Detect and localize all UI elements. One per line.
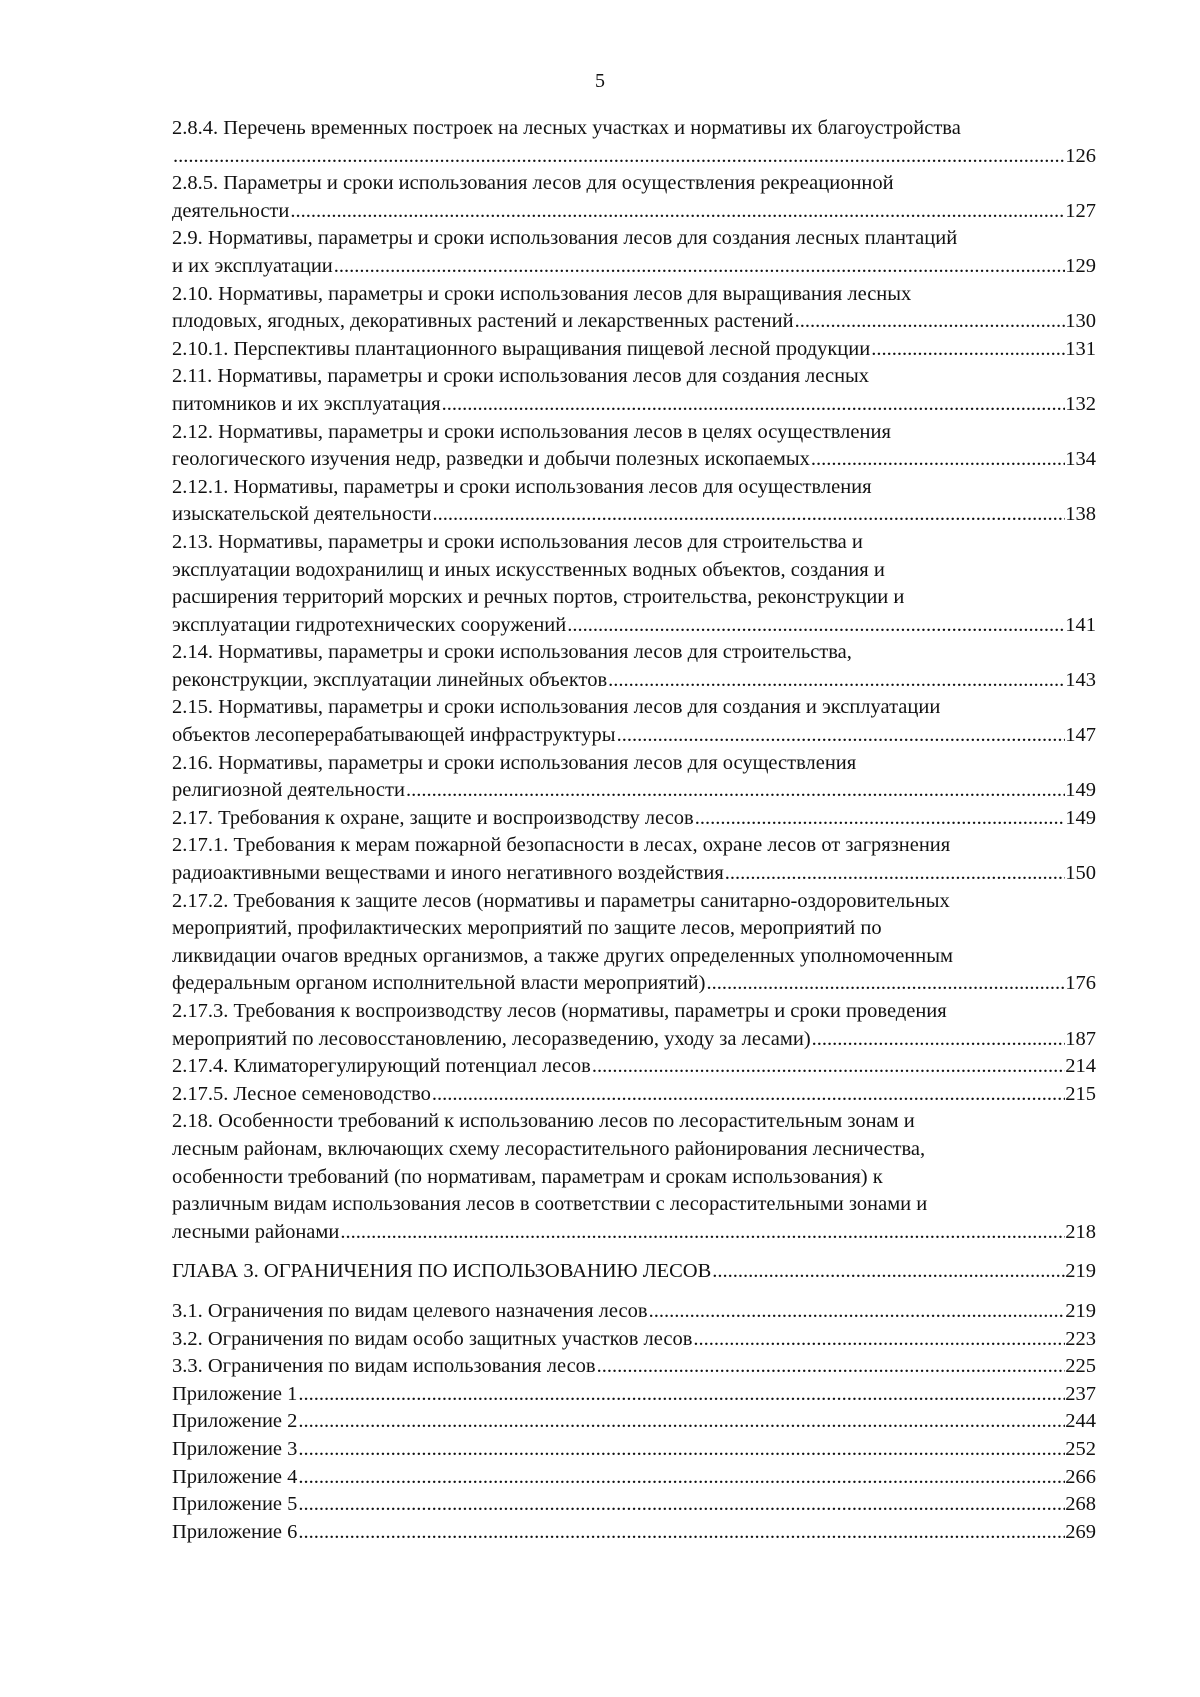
toc-entry-last-line: [172, 1258, 1096, 1286]
toc-entry-line: Приложение 2: [172, 1410, 298, 1433]
toc-page-number: 134: [1065, 448, 1096, 471]
dot-leader: [596, 1353, 1066, 1381]
toc-entry-line: 3.1. Ограничения по видам целевого назначения лесов: [172, 1299, 648, 1322]
toc-page-number: 131: [1065, 337, 1096, 360]
toc-page-number: 237: [1065, 1382, 1096, 1405]
toc-entry-line: реконструкции, эксплуатации линейных объектов: [172, 668, 608, 691]
toc-page-number: 143: [1065, 668, 1096, 691]
toc-entry-last-line: [172, 336, 1096, 364]
toc-entry-line: 2.10. Нормативы, параметры и сроки использования лесов для выращивания лесных: [172, 282, 912, 305]
toc-entry: [172, 363, 1096, 418]
toc-entry: [172, 805, 1096, 833]
toc-entry-line: 2.10.1. Перспективы плантационного выращивания пищевой лесной продукции: [172, 337, 871, 360]
toc-entry-line: 2.17.3. Требования к воспроизводству лесов (нормативы, параметры и сроки проведения: [172, 1000, 947, 1022]
toc-page-number: 147: [1065, 724, 1096, 747]
dot-leader: [297, 1381, 1065, 1409]
toc-entry: [172, 832, 1096, 887]
dot-leader: [297, 1408, 1065, 1436]
toc-entry: [172, 170, 1096, 225]
toc-entry-last-line: [172, 1408, 1096, 1436]
toc-entry-line: Приложение 3: [172, 1437, 298, 1460]
toc-entry-line: 2.9. Нормативы, параметры и сроки использования лесов для создания лесных плантаций: [172, 227, 958, 250]
dot-leader: [333, 253, 1065, 281]
toc-entry-last-line: [172, 198, 1096, 226]
dot-leader: [692, 1326, 1065, 1354]
toc-entry-last-line: [172, 1326, 1096, 1354]
toc-entry: [172, 1408, 1096, 1436]
toc-entry-last-line: [172, 1081, 1096, 1109]
toc-entry-line: 2.15. Нормативы, параметры и сроки использования лесов для создания и эксплуатации: [172, 696, 941, 719]
toc-page-number: 150: [1065, 862, 1096, 885]
dot-leader: [711, 1258, 1065, 1286]
toc-entry-line: и их эксплуатации: [172, 254, 333, 277]
toc-entry-last-line: [172, 1491, 1096, 1519]
toc-chapter-heading: [172, 1258, 1096, 1286]
toc-entry: [172, 694, 1096, 749]
toc-page-number: 244: [1065, 1410, 1096, 1433]
toc-page-number: 138: [1065, 503, 1096, 526]
toc-page-number: 219: [1065, 1299, 1096, 1322]
toc-entry-line: эксплуатации водохранилищ и иных искусственных водных объектов, создания и: [172, 558, 885, 581]
toc-entry-line: мероприятий, профилактических мероприятий по защите лесов, мероприятий по: [172, 917, 882, 940]
toc-entry: [172, 225, 1096, 280]
dot-leader: [648, 1298, 1066, 1326]
toc-page-number: 215: [1065, 1082, 1096, 1105]
toc-page-number: 252: [1065, 1437, 1096, 1460]
toc-entry-line: мероприятий по лесовосстановлению, лесоразведению, уходу за лесами): [172, 1027, 811, 1050]
dot-leader: [616, 722, 1066, 750]
toc-entry-line: 2.17.1. Требования к мерам пожарной безопасности в лесах, охране лесов от загрязнения: [172, 834, 951, 857]
dot-leader: [811, 1026, 1066, 1054]
toc-entry-line: плодовых, ягодных, декоративных растений и лекарственных растений: [172, 310, 794, 333]
toc-entry-line: 2.18. Особенности требований к использованию лесов по лесорастительным зонам и: [172, 1110, 915, 1133]
toc-entry-line: 3.3. Ограничения по видам использования лесов: [172, 1355, 596, 1378]
toc-entry-last-line: [172, 253, 1096, 281]
toc-entry-line: изыскательской деятельности: [172, 503, 432, 526]
toc-entry: [172, 419, 1096, 474]
toc-entry-line: ГЛАВА 3. ОГРАНИЧЕНИЯ ПО ИСПОЛЬЗОВАНИЮ ЛЕСОВ: [172, 1260, 712, 1283]
toc-entry-last-line: [172, 1519, 1096, 1547]
toc-entry: [172, 1519, 1096, 1547]
toc-entry-last-line: [172, 860, 1096, 888]
toc-entry: [172, 1108, 1096, 1246]
toc-entry-last-line: [172, 1464, 1096, 1492]
toc-entry: [172, 1326, 1096, 1354]
toc-entry-line: геологического изучения недр, разведки и добычи полезных ископаемых: [172, 448, 810, 471]
toc-entry-line: лесными районами: [172, 1220, 340, 1243]
dot-leader: [705, 970, 1065, 998]
toc-entry: [172, 529, 1096, 639]
toc-entry: [172, 115, 1096, 170]
dot-leader: [339, 1219, 1065, 1247]
dot-leader: [810, 446, 1065, 474]
toc-entry-line: 2.13. Нормативы, параметры и сроки использования лесов для строительства и: [172, 530, 863, 553]
toc-entry-line: лесным районам, включающих схему лесорастительного районирования лесничества,: [172, 1137, 926, 1160]
toc-entry-last-line: [172, 1053, 1096, 1081]
toc-entry: [172, 639, 1096, 694]
dot-leader: [794, 308, 1066, 336]
toc-entry-line: федеральным органом исполнительной власти мероприятий): [172, 972, 706, 995]
toc-page-number: 129: [1065, 254, 1096, 277]
toc-entry-line: 2.12. Нормативы, параметры и сроки использования лесов в целях осуществления: [172, 420, 891, 443]
toc-page-number: 214: [1065, 1055, 1096, 1078]
toc-page-number: 176: [1065, 972, 1096, 995]
toc-entry-line: 2.11. Нормативы, параметры и сроки использования лесов для создания лесных: [172, 365, 870, 388]
toc-entry-last-line: [172, 1381, 1096, 1409]
toc-entry-line: особенности требований (по нормативам, параметрам и срокам использования) к: [172, 1165, 883, 1188]
dot-leader: [432, 501, 1066, 529]
toc-page-number: 219: [1065, 1260, 1096, 1283]
dot-leader: [172, 143, 1065, 171]
toc-entry-last-line: [172, 1353, 1096, 1381]
toc-entry: [172, 1298, 1096, 1326]
toc-entry-line: деятельности: [172, 199, 290, 222]
toc-entry: [172, 998, 1096, 1053]
dot-leader: [566, 612, 1065, 640]
toc-entry-line: 2.17. Требования к охране, защите и воспроизводству лесов: [172, 806, 694, 829]
dot-leader: [591, 1053, 1065, 1081]
toc-entry: [172, 1491, 1096, 1519]
toc-page-number: 218: [1065, 1220, 1096, 1243]
toc-entry: [172, 1353, 1096, 1381]
dot-leader: [405, 777, 1065, 805]
toc-entry-line: Приложение 4: [172, 1465, 298, 1488]
toc-page-number: 149: [1065, 806, 1096, 829]
toc-entry-line: питомников и их эксплуатация: [172, 392, 441, 415]
toc-entry-last-line: [172, 612, 1096, 640]
toc-entry-line: 2.12.1. Нормативы, параметры и сроки использования лесов для осуществления: [172, 475, 872, 498]
toc-entry-line: эксплуатации гидротехнических сооружений: [172, 613, 567, 636]
toc-entry-last-line: [172, 308, 1096, 336]
toc-entry-line: Приложение 5: [172, 1493, 298, 1516]
toc-entry-last-line: [172, 1219, 1096, 1247]
toc-entry-last-line: [172, 1298, 1096, 1326]
dot-leader: [297, 1519, 1065, 1547]
toc-entry-line: объектов лесоперерабатывающей инфраструктуры: [172, 724, 616, 747]
toc-entry-last-line: [172, 143, 1096, 171]
toc-entry-line: религиозной деятельности: [172, 779, 405, 802]
dot-leader: [870, 336, 1065, 364]
toc-entry: [172, 1464, 1096, 1492]
toc-entry-line: 2.8.4. Перечень временных построек на лесных участках и нормативы их благоустройства: [172, 117, 961, 139]
toc-entry-line: ликвидации очагов вредных организмов, а также других определенных уполномоченным: [172, 944, 953, 967]
toc-page-number: 126: [1065, 144, 1096, 167]
toc-entry-line: различным видам использования лесов в соответствии с лесорастительными зонами и: [172, 1193, 928, 1216]
dot-leader: [289, 198, 1065, 226]
toc-entry: [172, 281, 1096, 336]
dot-leader: [297, 1491, 1065, 1519]
toc-page-number: 225: [1065, 1355, 1096, 1378]
toc-entry-last-line: [172, 805, 1096, 833]
toc-entry: [172, 336, 1096, 364]
toc-entry-line: 2.8.5. Параметры и сроки использования лесов для осуществления рекреационной: [172, 172, 894, 195]
toc-entry: [172, 1436, 1096, 1464]
toc-page-number: 269: [1065, 1520, 1096, 1543]
toc-entry: [172, 474, 1096, 529]
toc-page-number: 127: [1065, 199, 1096, 222]
toc-entry-last-line: [172, 777, 1096, 805]
dot-leader: [441, 391, 1066, 419]
toc-entry-line: Приложение 6: [172, 1520, 298, 1543]
toc-page-number: 187: [1065, 1027, 1096, 1050]
toc-entry: [172, 1081, 1096, 1109]
dot-leader: [607, 667, 1065, 695]
toc-entry-last-line: [172, 667, 1096, 695]
toc-page-number: 130: [1065, 310, 1096, 333]
toc-entry: [172, 750, 1096, 805]
page-number: 5: [595, 70, 605, 92]
toc-entry-line: Приложение 1: [172, 1382, 298, 1405]
dot-leader: [297, 1436, 1065, 1464]
toc-entry-last-line: [172, 722, 1096, 750]
toc-entry-last-line: [172, 446, 1096, 474]
toc-page-number: 268: [1065, 1493, 1096, 1516]
toc-entry-last-line: [172, 391, 1096, 419]
dot-leader: [694, 805, 1066, 833]
toc-entry-last-line: [172, 970, 1096, 998]
dot-leader: [297, 1464, 1065, 1492]
table-of-contents: [172, 115, 1096, 1546]
toc-entry-line: радиоактивными веществами и иного негативного воздействия: [172, 862, 724, 885]
toc-entry-last-line: [172, 501, 1096, 529]
toc-entry-last-line: [172, 1026, 1096, 1054]
dot-leader: [724, 860, 1065, 888]
toc-entry: [172, 1381, 1096, 1409]
toc-entry: [172, 1053, 1096, 1081]
toc-page-number: 141: [1065, 613, 1096, 636]
toc-entry-line: 2.16. Нормативы, параметры и сроки использования лесов для осуществления: [172, 751, 857, 774]
toc-entry-line: 2.17.4. Климаторегулирующий потенциал лесов: [172, 1055, 591, 1078]
toc-entry-line: 2.14. Нормативы, параметры и сроки использования лесов для строительства,: [172, 641, 852, 664]
toc-entry-line: 2.17.5. Лесное семеноводство: [172, 1082, 431, 1105]
toc-page-number: 132: [1065, 392, 1096, 415]
toc-page-number: 223: [1065, 1327, 1096, 1350]
toc-entry-line: 2.17.2. Требования к защите лесов (нормативы и параметры санитарно-оздоровительных: [172, 889, 950, 912]
toc-page-number: 266: [1065, 1465, 1096, 1488]
toc-entry-line: 3.2. Ограничения по видам особо защитных участков лесов: [172, 1327, 693, 1350]
dot-leader: [431, 1081, 1065, 1109]
toc-entry-line: расширения территорий морских и речных портов, строительства, реконструкции и: [172, 586, 905, 609]
toc-entry-last-line: [172, 1436, 1096, 1464]
toc-entry: [172, 888, 1096, 998]
toc-page-number: 149: [1065, 779, 1096, 802]
